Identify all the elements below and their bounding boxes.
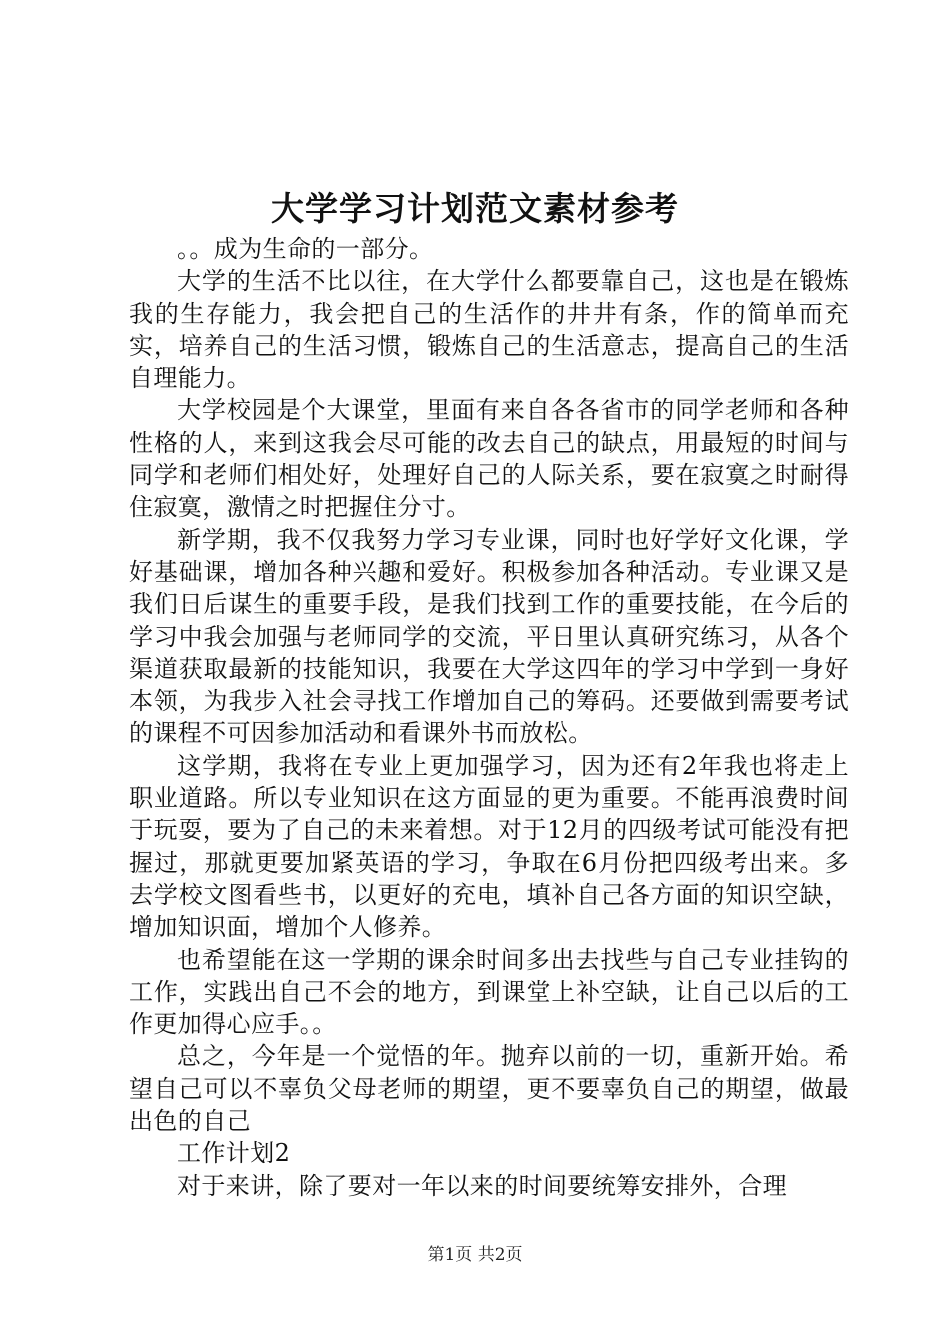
paragraph: 大学的生活不比以往，在大学什么都要靠自己，这也是在锻炼我的生存能力，我会把自己的生活作的井井有条，作的简单而充实，培养自己的生活习惯，锻炼自己的生活意志，提高自己的生活自理能力。 <box>129 267 849 393</box>
paragraph: 对于来讲，除了要对一年以来的时间要统筹安排外，合理 <box>177 1171 787 1200</box>
document-title: 大学学习计划范文素材参考 <box>271 189 679 228</box>
paragraph: 新学期，我不仅我努力学习专业课，同时也好学好文化课，学好基础课，增加各种兴趣和爱好。积极参加各种活动。专业课又是我们日后谋生的重要手段，是我们找到工作的重要技能，在今后的学习中我会加强与老师同学的交流，平日里认真研究练习，从各个渠道获取最新的技能知识，我要在大学这四年的学习中学到一身好本领，为我步入社会寻找工作增加自己的筹码。还要做到需要考试的课程不可因参加活动和看课外书而放松。 <box>129 525 849 748</box>
page-number-footer: 第1页 共2页 <box>427 1245 523 1265</box>
section-heading: 工作计划2 <box>177 1139 291 1168</box>
paragraph: 这学期，我将在专业上更加强学习，因为还有2年我也将走上职业道路。所以专业知识在这方面显的更为重要。不能再浪费时间于玩耍，要为了自己的未来着想。对于12月的四级考试可能没有把握过，那就更要加紧英语的学习，争取在6月份把四级考出来。多去学校文图看些书，以更好的充电，填补自己各方面的知识空缺，增加知识面，增加个人修养。 <box>129 751 849 942</box>
paragraph: 总之，今年是一个觉悟的年。抛弃以前的一切，重新开始。希望自己可以不辜负父母老师的期望，更不要辜负自己的期望，做最出色的自己 <box>129 1042 849 1136</box>
paragraph: 。。成为生命的一部分。 <box>177 235 434 263</box>
paragraph: 大学校园是个大课堂，里面有来自各各省市的同学老师和各种性格的人，来到这我会尽可能的改去自己的缺点，用最短的时间与同学和老师们相处好，处理好自己的人际关系，要在寂寞之时耐得住寂寞，激情之时把握住分寸。 <box>129 396 849 522</box>
paragraph: 也希望能在这一学期的课余时间多出去找些与自己专业挂钩的工作，实践出自己不会的地方，到课堂上补空缺，让自己以后的工作更加得心应手。。 <box>129 945 849 1039</box>
document-body <box>129 233 849 1202</box>
